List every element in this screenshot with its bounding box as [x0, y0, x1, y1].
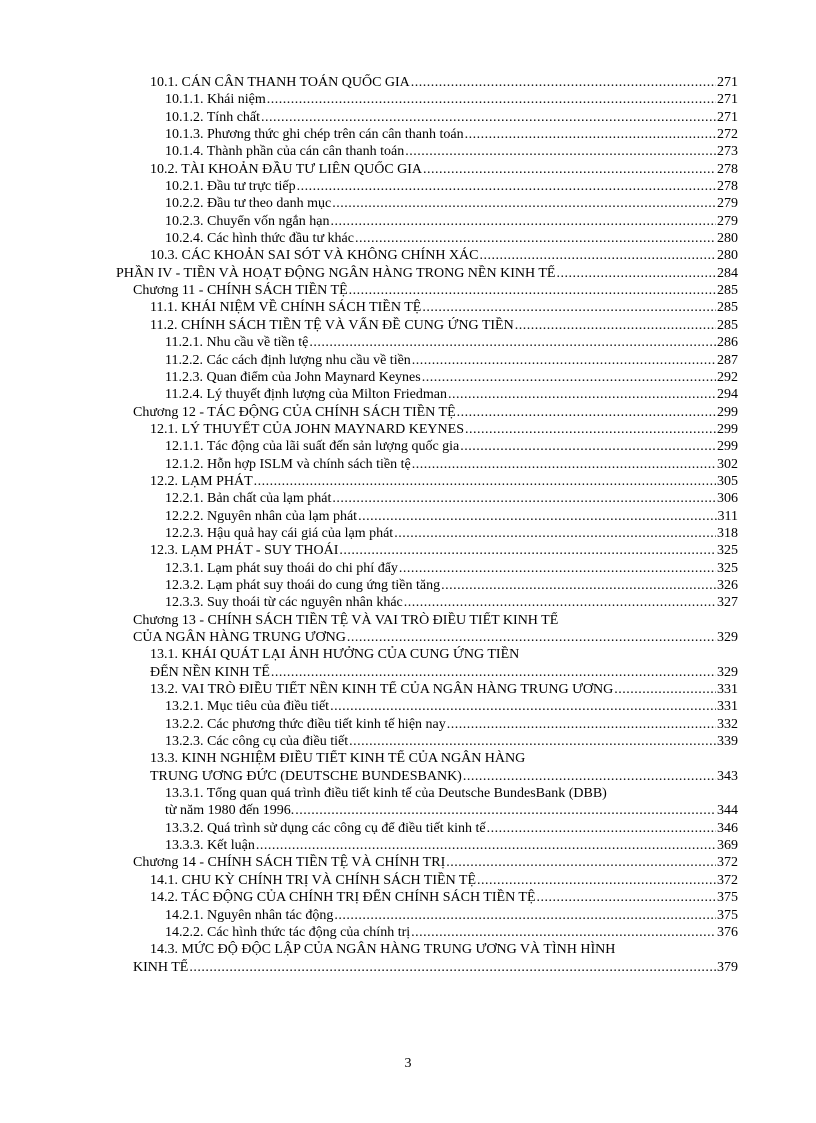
dot-leader — [399, 560, 716, 577]
toc-entry-title: 10.2.3. Chuyển vốn ngắn hạn — [165, 213, 330, 229]
toc-entry-title: Chương 11 - CHÍNH SÁCH TIỀN TỆ — [133, 283, 348, 299]
toc-entry-title: 12.1. LÝ THUYẾT CỦA JOHN MAYNARD KEYNES — [150, 421, 464, 437]
toc-entry[interactable] — [116, 386, 738, 403]
dot-leader — [271, 664, 716, 681]
toc-entry-page: 375 — [717, 907, 738, 923]
dot-leader — [465, 421, 716, 438]
toc-entry-title: từ năm 1980 đến 1996. — [165, 803, 295, 819]
toc-entry[interactable] — [116, 265, 738, 282]
toc-entry-page: 325 — [717, 560, 738, 576]
toc-entry-page: 278 — [717, 179, 738, 195]
toc-entry-page: 279 — [717, 196, 738, 212]
dot-leader — [447, 716, 716, 733]
toc-entry-title: 11.2. CHÍNH SÁCH TIỀN TỆ VÀ VẤN ĐỀ CUNG ỨNG TIỀN — [150, 317, 514, 333]
toc-entry[interactable] — [116, 299, 738, 316]
toc-entry[interactable] — [116, 109, 738, 126]
toc-entry-title: 11.1. KHÁI NIỆM VỀ CHÍNH SÁCH TIỀN TỆ — [150, 300, 422, 316]
toc-entry-page: 372 — [717, 855, 738, 871]
toc-entry-page: 369 — [717, 838, 738, 854]
toc-entry-page: 375 — [717, 890, 738, 906]
dot-leader — [330, 698, 716, 715]
toc-entry-page: 343 — [717, 768, 738, 784]
dot-leader — [441, 577, 716, 594]
toc-entry-page: 272 — [717, 127, 738, 143]
toc-entry-title: 13.2. VAI TRÒ ĐIỀU TIẾT NỀN KINH TẾ CỦA NGÂN HÀNG TRUNG ƯƠNG — [150, 682, 614, 698]
dot-leader — [189, 959, 716, 976]
toc-entry-title-line1: Chương 13 - CHÍNH SÁCH TIỀN TỆ VÀ VAI TRÒ ĐIỀU TIẾT KINH TẾ — [133, 612, 559, 628]
toc-entry-title: 11.2.1. Nhu cầu về tiền tệ — [165, 335, 309, 351]
toc-entry[interactable] — [116, 282, 738, 299]
toc-entry-page: 331 — [717, 682, 738, 698]
toc-entry[interactable] — [116, 924, 738, 941]
toc-entry-title: 10.1.4. Thành phần của cán cân thanh toán — [165, 144, 405, 160]
toc-entry[interactable] — [116, 195, 738, 212]
dot-leader — [487, 820, 716, 837]
dot-leader — [465, 126, 716, 143]
toc-entry-title: 14.1. CHU KỲ CHÍNH TRỊ VÀ CHÍNH SÁCH TIỀN TỆ — [150, 872, 477, 888]
toc-entry[interactable] — [116, 230, 738, 247]
toc-entry[interactable] — [116, 404, 738, 421]
toc-entry-page: 311 — [717, 508, 738, 524]
toc-entry-title: 12.2.2. Nguyên nhân của lạm phát — [165, 508, 358, 524]
toc-entry-page: 284 — [717, 265, 738, 281]
toc-entry-page: 344 — [717, 803, 738, 819]
toc-entry-page: 327 — [717, 595, 738, 611]
toc-entry[interactable] — [116, 889, 738, 906]
toc-entry[interactable] — [116, 560, 738, 577]
toc-entry-page: 305 — [717, 473, 738, 489]
toc-entry-page: 302 — [717, 456, 738, 472]
toc-entry-title: 11.2.2. Các cách định lượng nhu cầu về tiền — [165, 352, 411, 368]
dot-leader — [446, 854, 716, 871]
toc-entry-page: 329 — [717, 664, 738, 680]
dot-leader — [332, 490, 716, 507]
toc-entry-title: 10.3. CÁC KHOẢN SAI SÓT VÀ KHÔNG CHÍNH XÁC — [150, 248, 479, 264]
toc-entry-title: 12.2. LẠM PHÁT — [150, 473, 253, 489]
toc-entry[interactable] — [116, 750, 738, 785]
toc-entry[interactable] — [116, 837, 738, 854]
dot-leader — [334, 907, 716, 924]
toc-entry-title: 10.2.2. Đầu tư theo danh mục — [165, 196, 332, 212]
toc-entry[interactable] — [116, 872, 738, 889]
toc-entry-title: 11.2.3. Quan điểm của John Maynard Keynes — [165, 369, 421, 385]
toc-entry-title: 12.3. LẠM PHÁT - SUY THOÁI — [150, 543, 339, 559]
toc-entry[interactable] — [116, 941, 738, 976]
toc-entry[interactable] — [116, 820, 738, 837]
toc-entry-page: 379 — [717, 959, 738, 975]
toc-entry-page: 271 — [717, 109, 738, 125]
dot-leader — [330, 213, 716, 230]
toc-entry[interactable] — [116, 473, 738, 490]
toc-entry-title: 12.2.3. Hậu quả hay cái giá của lạm phát — [165, 525, 394, 541]
toc-entry-page: 326 — [717, 577, 738, 593]
dot-leader — [411, 74, 716, 91]
toc-entry-title: 10.1.1. Khái niệm — [165, 92, 266, 108]
toc-entry-title: 14.2.1. Nguyên nhân tác động — [165, 907, 334, 923]
toc-entry-title: KINH TẾ — [133, 959, 189, 975]
toc-entry[interactable] — [116, 490, 738, 507]
dot-leader — [349, 733, 716, 750]
toc-entry-page: 331 — [717, 699, 738, 715]
table-of-contents — [116, 74, 738, 976]
toc-entry[interactable] — [116, 646, 738, 681]
toc-entry-page: 332 — [717, 716, 738, 732]
toc-entry-page: 285 — [717, 300, 738, 316]
toc-entry[interactable] — [116, 334, 738, 351]
dot-leader — [460, 438, 716, 455]
dot-leader — [448, 386, 716, 403]
toc-entry-title: 12.3.3. Suy thoái từ các nguyên nhân khác — [165, 595, 403, 611]
toc-entry-page: 271 — [717, 75, 738, 90]
toc-entry-page: 346 — [717, 820, 738, 836]
toc-entry-title: ĐẾN NỀN KINH TẾ — [150, 664, 270, 680]
dot-leader — [355, 230, 716, 247]
dot-leader — [349, 282, 716, 299]
toc-entry-page: 287 — [717, 352, 738, 368]
toc-entry-title: PHẦN IV - TIỀN VÀ HOẠT ĐỘNG NGÂN HÀNG TRONG NỀN KINH TẾ — [116, 265, 556, 281]
toc-entry[interactable] — [116, 421, 738, 438]
toc-entry[interactable] — [116, 213, 738, 230]
toc-entry-page: 318 — [717, 525, 738, 541]
dot-leader — [423, 161, 716, 178]
toc-entry[interactable] — [116, 525, 738, 542]
toc-entry-title: 12.1.1. Tác động của lãi suất đến sản lượng quốc gia — [165, 439, 460, 455]
toc-entry-page: 294 — [717, 387, 738, 403]
toc-entry-title: Chương 12 - TÁC ĐỘNG CỦA CHÍNH SÁCH TIỀN TỆ — [133, 404, 456, 420]
toc-entry-title: 12.3.1. Lạm phát suy thoái do chi phí đẩy — [165, 560, 398, 576]
toc-entry[interactable] — [116, 854, 738, 871]
dot-leader — [457, 404, 716, 421]
toc-entry[interactable] — [116, 681, 738, 698]
toc-entry-page: 299 — [717, 439, 738, 455]
toc-entry[interactable] — [116, 594, 738, 611]
toc-entry-page: 306 — [717, 491, 738, 507]
toc-entry[interactable] — [116, 317, 738, 334]
toc-entry-page: 286 — [717, 335, 738, 351]
toc-entry[interactable] — [116, 74, 738, 91]
dot-leader — [404, 594, 716, 611]
toc-entry-title: 12.2.1. Bản chất của lạm phát — [165, 491, 332, 507]
toc-entry[interactable] — [116, 126, 738, 143]
toc-entry-title: 13.2.1. Mục tiêu của điều tiết — [165, 699, 330, 715]
dot-leader — [261, 109, 716, 126]
toc-entry-page: 285 — [717, 317, 738, 333]
toc-entry-title: 13.2.3. Các công cụ của điều tiết — [165, 734, 349, 750]
dot-leader — [297, 178, 716, 195]
toc-entry-title: 13.2.2. Các phương thức điều tiết kinh tế hiện nay — [165, 716, 446, 732]
toc-entry-title: 12.1.2. Hỗn hợp ISLM và chính sách tiền tệ — [165, 456, 411, 472]
toc-entry-title: 14.2.2. Các hình thức tác động của chính trị — [165, 924, 411, 940]
dot-leader — [412, 456, 716, 473]
dot-leader — [347, 629, 716, 646]
toc-entry[interactable] — [116, 178, 738, 195]
toc-entry-page: 299 — [717, 404, 738, 420]
toc-entry[interactable] — [116, 733, 738, 750]
toc-entry[interactable] — [116, 907, 738, 924]
dot-leader — [405, 143, 716, 160]
toc-entry-page: 292 — [717, 369, 738, 385]
toc-entry-title: 10.1. CÁN CÂN THANH TOÁN QUỐC GIA — [150, 75, 410, 90]
dot-leader — [339, 542, 716, 559]
toc-entry-page: 329 — [717, 630, 738, 645]
toc-entry-page: 299 — [717, 421, 738, 437]
toc-entry-page: 271 — [717, 92, 738, 108]
toc-entry[interactable] — [116, 143, 738, 160]
toc-entry[interactable] — [116, 508, 738, 525]
dot-leader — [309, 334, 716, 351]
toc-entry-title: 10.2. TÀI KHOẢN ĐẦU TƯ LIÊN QUỐC GIA — [150, 161, 423, 177]
toc-entry-page: 273 — [717, 144, 738, 160]
dot-leader — [332, 195, 716, 212]
toc-entry-page: 280 — [717, 248, 738, 264]
toc-entry[interactable] — [116, 612, 738, 647]
toc-entry-title: 14.2. TÁC ĐỘNG CỦA CHÍNH TRỊ ĐẾN CHÍNH SÁCH TIỀN TỆ — [150, 890, 536, 906]
dot-leader — [463, 768, 716, 785]
toc-entry-title: TRUNG ƯƠNG ĐỨC (DEUTSCHE BUNDESBANK) — [150, 768, 462, 784]
toc-entry-page: 285 — [717, 283, 738, 299]
toc-entry-title: 11.2.4. Lý thuyết định lượng của Milton Friedman — [165, 387, 447, 403]
dot-leader — [254, 473, 716, 490]
toc-entry-title: 13.3.2. Quá trình sử dụng các công cụ để điều tiết kinh tế — [165, 820, 486, 836]
toc-entry-page: 278 — [717, 161, 738, 177]
toc-entry[interactable] — [116, 785, 738, 820]
toc-entry[interactable] — [116, 698, 738, 715]
toc-entry-title-line1: 14.3. MỨC ĐỘ ĐỘC LẬP CỦA NGÂN HÀNG TRUNG ƯƠNG VÀ TÌNH HÌNH — [150, 942, 616, 958]
toc-entry-page: 279 — [717, 213, 738, 229]
dot-leader — [358, 508, 716, 525]
dot-leader — [267, 91, 716, 108]
dot-leader — [480, 247, 716, 264]
toc-entry[interactable] — [116, 577, 738, 594]
toc-entry-title: 13.3.3. Kết luận — [165, 838, 255, 854]
dot-leader — [394, 525, 716, 542]
toc-entry-title-line1: 13.3. KINH NGHIỆM ĐIỀU TIẾT KINH TẾ CỦA NGÂN HÀNG — [150, 751, 526, 767]
toc-entry-title-line1: 13.3.1. Tổng quan quá trình điều tiết kinh tế của Deutsche BundesBank (DBB) — [165, 786, 607, 802]
toc-entry-title: 10.1.2. Tính chất — [165, 109, 261, 125]
toc-entry-title: 12.3.2. Lạm phát suy thoái do cung ứng tiền tăng — [165, 577, 441, 593]
toc-entry[interactable] — [116, 161, 738, 178]
toc-entry-page: 280 — [717, 231, 738, 247]
toc-entry-title: Chương 14 - CHÍNH SÁCH TIỀN TỆ VÀ CHÍNH TRỊ — [133, 855, 446, 871]
dot-leader — [515, 317, 716, 334]
dot-leader — [422, 369, 716, 386]
dot-leader — [295, 802, 716, 819]
toc-entry-title: 10.1.3. Phương thức ghi chép trên cán cân thanh toán — [165, 127, 464, 143]
toc-entry-title-line1: 13.1. KHÁI QUÁT LẠI ẢNH HƯỞNG CỦA CUNG ỨNG TIỀN — [150, 647, 520, 663]
dot-leader — [477, 872, 716, 889]
dot-leader — [537, 889, 716, 906]
toc-entry[interactable] — [116, 369, 738, 386]
dot-leader — [412, 352, 716, 369]
toc-entry-page: 376 — [717, 924, 738, 940]
toc-entry[interactable] — [116, 456, 738, 473]
toc-entry[interactable] — [116, 716, 738, 733]
toc-entry-page: 372 — [717, 872, 738, 888]
page-number: 3 — [404, 1056, 412, 1071]
dot-leader — [411, 924, 716, 941]
toc-entry-page: 325 — [717, 543, 738, 559]
dot-leader — [256, 837, 716, 854]
dot-leader — [556, 265, 716, 282]
dot-leader — [422, 299, 716, 316]
toc-entry-page: 339 — [717, 734, 738, 750]
toc-entry-title: CỦA NGÂN HÀNG TRUNG ƯƠNG — [133, 630, 346, 645]
dot-leader — [614, 681, 716, 698]
toc-entry-title: 10.2.4. Các hình thức đầu tư khác — [165, 231, 354, 247]
toc-entry[interactable] — [116, 438, 738, 455]
toc-entry[interactable] — [116, 352, 738, 369]
toc-entry[interactable] — [116, 247, 738, 264]
toc-entry[interactable] — [116, 542, 738, 559]
toc-entry-title: 10.2.1. Đầu tư trực tiếp — [165, 179, 296, 195]
toc-entry[interactable] — [116, 91, 738, 108]
